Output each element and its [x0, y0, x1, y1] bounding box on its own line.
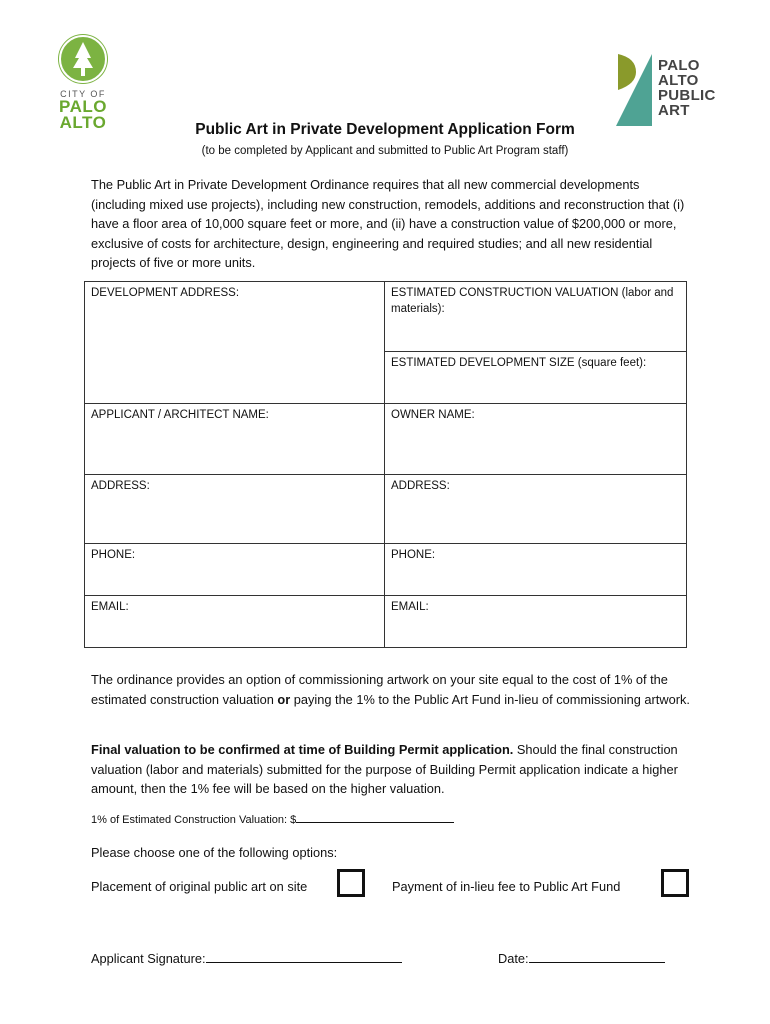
tree-icon — [58, 34, 108, 84]
art-logo-line3: PUBLIC — [658, 87, 716, 104]
art-logo-line2: ALTO — [658, 72, 699, 89]
one-percent-line — [91, 810, 454, 826]
one-percent-amount-field[interactable] — [296, 810, 454, 823]
date-label: Date: — [498, 951, 529, 966]
public-art-mark-icon — [616, 54, 656, 126]
city-of-palo-alto-logo — [52, 34, 114, 131]
city-name-line1: PALO — [59, 97, 107, 116]
signature-label: Applicant Signature: — [91, 951, 206, 966]
owner-name-label: OWNER NAME: — [391, 409, 475, 421]
owner-phone-cell[interactable] — [385, 544, 687, 596]
signature-field[interactable] — [206, 948, 402, 963]
applicant-phone-cell[interactable] — [85, 544, 385, 596]
palo-alto-public-art-logo — [616, 54, 736, 126]
date-field[interactable] — [529, 948, 665, 963]
intro-paragraph: The Public Art in Private Development Ordinance requires that all new commercial developments (including mixed use projects), including new construction, remodels, additions and reconstruction that (i) have a floor area of 10,000 square feet or more, and (ii) have a construction value of $200,000 or more, exclusive of costs for architecture, design, engineering and required studies; and all new residential projects of five or more units. — [91, 177, 685, 270]
payment-option-label: Payment of in-lieu fee to Public Art Fund — [392, 879, 621, 894]
ordinance-or: or — [277, 691, 291, 707]
applicant-email-label: EMAIL: — [91, 601, 129, 613]
development-address-cell[interactable] — [85, 282, 385, 404]
estimated-valuation-label: ESTIMATED CONSTRUCTION VALUATION (labor and materials): — [391, 287, 674, 315]
placement-option-label: Placement of original public art on site — [91, 879, 308, 894]
applicant-address-cell[interactable] — [85, 475, 385, 544]
owner-email-label: EMAIL: — [391, 601, 429, 613]
city-name-line2: ALTO — [59, 113, 107, 132]
city-of-label: CITY OF — [60, 89, 106, 99]
owner-phone-label: PHONE: — [391, 549, 436, 561]
applicant-phone-label: PHONE: — [91, 549, 136, 561]
owner-email-cell[interactable] — [385, 596, 687, 648]
payment-option-checkbox[interactable] — [661, 869, 689, 897]
final-valuation-bold: Final valuation to be confirmed at time of Building Permit application. — [91, 742, 514, 757]
applicant-address-label: ADDRESS: — [91, 480, 150, 492]
ordinance-paragraph — [91, 670, 691, 709]
application-form-table — [84, 281, 687, 648]
final-valuation-paragraph — [91, 740, 691, 799]
form-subtitle: (to be completed by Applicant and submitted to Public Art Program staff) — [201, 145, 569, 157]
art-logo-line1: PALO — [658, 57, 700, 74]
owner-address-label: ADDRESS: — [391, 480, 450, 492]
estimated-size-label: ESTIMATED DEVELOPMENT SIZE (square feet): — [391, 357, 647, 369]
options-prompt: Please choose one of the following options: — [91, 845, 338, 860]
final-valuation-text: Should the final construction valuation (labor and materials) submitted for the purpose of Building Permit application indicate a higher amount, then the 1% fee will be based on the higher valuation. — [91, 742, 678, 796]
ordinance-text-1: The ordinance provides an option of commissioning artwork on your site equal to the cost of 1% of the estimated construction valuation — [91, 672, 668, 707]
applicant-email-cell[interactable] — [85, 596, 385, 648]
placement-option-checkbox[interactable] — [337, 869, 365, 897]
owner-name-cell[interactable] — [385, 404, 687, 475]
applicant-name-cell[interactable] — [85, 404, 385, 475]
signature-line — [91, 948, 402, 966]
estimated-valuation-cell[interactable] — [385, 282, 687, 352]
estimated-size-cell[interactable] — [385, 352, 687, 404]
applicant-name-label: APPLICANT / ARCHITECT NAME: — [91, 409, 269, 421]
owner-address-cell[interactable] — [385, 475, 687, 544]
form-title: Public Art in Private Development Application Form — [195, 121, 575, 138]
one-percent-label: 1% of Estimated Construction Valuation: $ — [91, 814, 297, 826]
art-logo-line4: ART — [658, 102, 690, 119]
date-line — [498, 948, 665, 966]
ordinance-text-2: paying the 1% to the Public Art Fund in-lieu of commissioning artwork. — [290, 691, 690, 707]
development-address-label: DEVELOPMENT ADDRESS: — [91, 287, 240, 299]
